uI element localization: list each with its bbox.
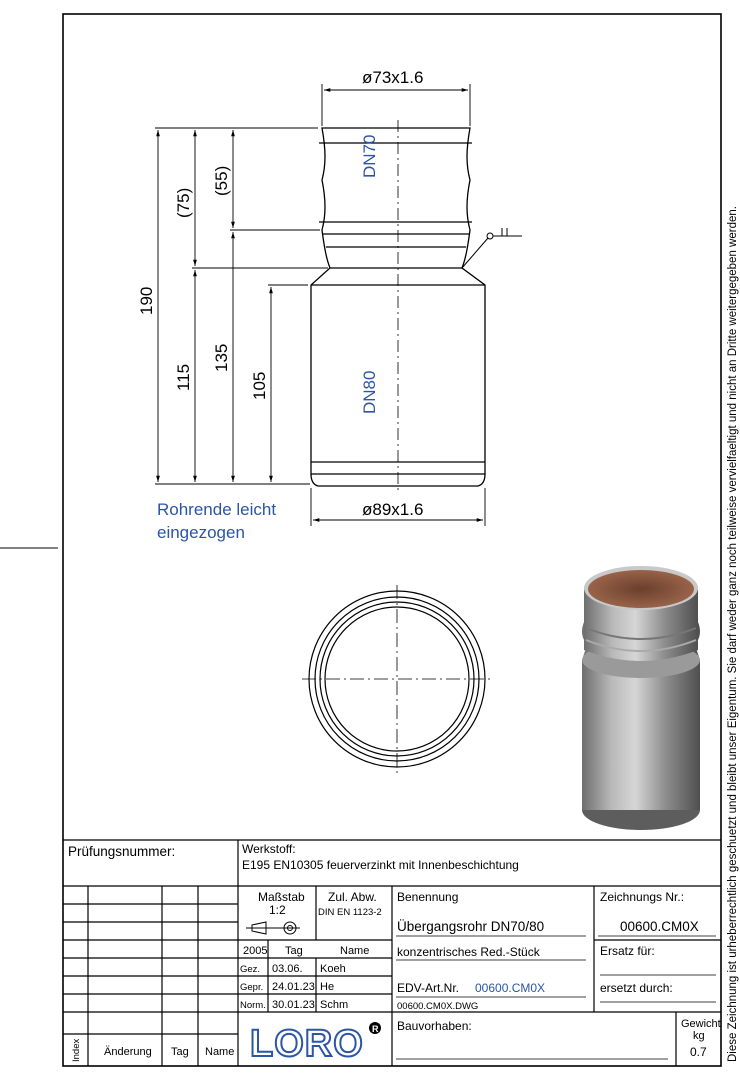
edv-label: EDV-Art.Nr. [397,981,460,995]
logo-text: LORO [250,1023,364,1065]
projection-symbol [246,922,300,934]
norm-label: Norm. [240,1000,266,1011]
dim-105: 105 [250,371,269,400]
zeichnungs-label: Zeichnungs Nr.: [600,890,685,904]
dn80-label: DN80 [360,370,379,414]
bottom-diameter-text: ø89x1.6 [362,500,424,519]
gez-date: 03.06. [272,963,303,975]
ersetzt-durch: ersetzt durch: [600,981,673,995]
end-view-centerlines [302,585,492,773]
top-diameter-text: ø73x1.6 [362,68,424,87]
werkstoff-label: Werkstoff: [242,842,296,856]
rev-aenderung-header: Änderung [104,1046,152,1058]
zul-abw-label: Zul. Abw. [328,890,377,904]
loro-logo [250,1022,381,1065]
benennung-sub: konzentrisches Red.-Stück [397,945,540,959]
gepr-label: Gepr. [240,982,264,993]
gewicht-value: 0.7 [690,1045,707,1059]
massstab-value: 1:2 [269,903,286,917]
norm-name: Schm [320,999,349,1011]
bauvorhaben-label: Bauvorhaben: [397,1019,472,1033]
dim-115: 115 [174,363,193,391]
dimension-top-diameter [322,84,470,126]
vertical-dimensions [155,128,328,484]
rev-name-header: Name [205,1046,235,1058]
zul-abw-value: DIN EN 1123-2 [318,907,382,918]
norm-date: 30.01.23 [272,999,315,1011]
pipe-3d-render [582,566,700,830]
dim-135: 135 [212,343,231,372]
rev-tag-header: Tag [171,1046,189,1058]
gez-label: Gez. [240,964,261,975]
dim-190: 190 [137,286,156,315]
tag-header: Tag [285,945,303,957]
gepr-name: He [320,981,335,993]
benennung-label: Benennung [397,890,459,904]
gewicht-label: Gewicht [681,1018,721,1030]
note-line-1: Rohrende leicht [157,500,277,519]
name-header: Name [340,945,370,957]
ersatz-fuer: Ersatz für: [600,944,655,958]
note-line-2: eingezogen [157,523,245,542]
gewicht-unit: kg [693,1030,705,1042]
dim-75: (75) [174,187,193,218]
dim-55: (55) [212,165,231,196]
copyright-notice: Diese Zeichnung ist urheberrechtlich geschuetzt und bleibt unser Eigentum. Sie darf weder ganz noch teilweise vervielfaeltigt und nicht an Dritte weitergegeben werden. [727,206,739,1062]
gez-name: Koeh [320,963,346,975]
dn70-label: DN70 [360,134,379,178]
rev-index-header: Index [71,1038,82,1062]
benennung-value: Übergangsrohr DN70/80 [397,919,545,934]
edv-value: 00600.CM0X [475,981,546,995]
werkstoff-value: E195 EN10305 feuerverzinkt mit Innenbeschichtung [242,858,519,872]
year-cell: 2005 [243,945,268,957]
file-name: 00600.CM0X.DWG [397,1001,479,1012]
massstab-label: Maßstab [258,890,305,904]
zeichnungs-value: 00600.CM0X [620,919,699,934]
registered-mark: R [372,1024,379,1034]
pruefungsnummer-label: Prüfungsnummer: [68,844,176,859]
edge-symbol [462,228,522,268]
gepr-date: 24.01.23 [272,981,315,993]
